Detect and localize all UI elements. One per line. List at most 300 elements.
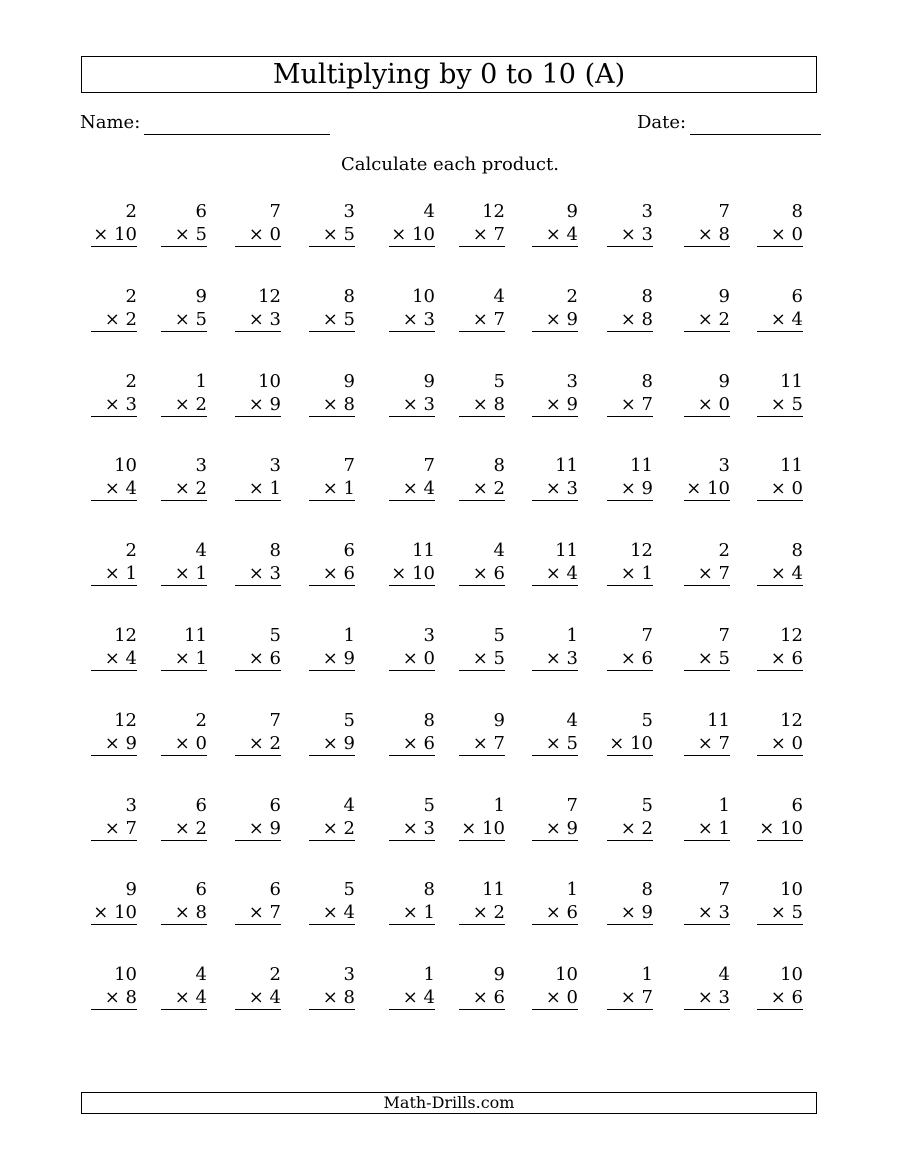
multiplicand: 8 [641,286,653,307]
multiplier: × 0 [684,393,730,417]
multiplicand: 11 [555,540,578,561]
problem [532,200,578,247]
multiplicand: 10 [114,964,137,985]
problem [532,878,578,925]
multiplier: × 9 [532,393,578,417]
multiplicand: 10 [114,455,137,476]
problem [459,794,505,841]
multiplicand: 9 [493,710,505,731]
problem [684,539,730,586]
problem [757,454,803,501]
multiplicand: 8 [269,540,281,561]
multiplicand: 4 [566,710,578,731]
multiplicand: 5 [269,625,281,646]
multiplicand: 10 [780,964,803,985]
multiplier: × 10 [389,562,435,586]
problem [161,285,207,332]
multiplicand: 10 [780,879,803,900]
problem [309,539,355,586]
problem [459,624,505,671]
multiplier: × 10 [389,223,435,247]
problem [235,370,281,417]
multiplicand: 11 [555,455,578,476]
multiplier: × 8 [684,223,730,247]
multiplier: × 4 [532,562,578,586]
multiplier: × 9 [607,477,653,501]
multiplier: × 4 [235,986,281,1010]
multiplicand: 3 [423,625,435,646]
problem [161,709,207,756]
multiplicand: 6 [195,879,207,900]
multiplier: × 4 [389,986,435,1010]
multiplier: × 0 [757,223,803,247]
multiplicand: 3 [343,201,355,222]
multiplier: × 4 [757,562,803,586]
problem [684,878,730,925]
multiplicand: 6 [269,879,281,900]
problem [607,539,653,586]
multiplicand: 4 [493,540,505,561]
multiplier: × 0 [757,477,803,501]
multiplicand: 6 [343,540,355,561]
multiplier: × 10 [684,477,730,501]
problem [309,794,355,841]
multiplicand: 8 [641,371,653,392]
multiplier: × 5 [532,732,578,756]
multiplier: × 4 [757,308,803,332]
multiplier: × 3 [684,986,730,1010]
footer: Math-Drills.com [81,1092,817,1114]
multiplicand: 12 [258,286,281,307]
problem [389,794,435,841]
multiplier: × 2 [161,477,207,501]
problem [389,454,435,501]
multiplicand: 11 [780,455,803,476]
multiplier: × 5 [161,223,207,247]
problem [684,963,730,1010]
multiplicand: 1 [493,795,505,816]
problem [532,624,578,671]
name-field[interactable] [144,134,330,135]
problem [389,200,435,247]
problem [161,454,207,501]
problem [684,624,730,671]
multiplicand: 11 [184,625,207,646]
multiplicand: 7 [343,455,355,476]
problem [161,624,207,671]
multiplier: × 9 [532,817,578,841]
problem [532,285,578,332]
problem [161,878,207,925]
multiplicand: 9 [493,964,505,985]
multiplicand: 8 [423,710,435,731]
multiplier: × 7 [684,562,730,586]
problem [459,370,505,417]
problem [757,285,803,332]
problem [161,539,207,586]
problem [389,624,435,671]
multiplier: × 2 [459,477,505,501]
multiplicand: 9 [125,879,137,900]
problem [607,624,653,671]
multiplier: × 6 [459,986,505,1010]
multiplier: × 8 [309,393,355,417]
multiplier: × 8 [459,393,505,417]
multiplicand: 5 [641,795,653,816]
multiplicand: 5 [423,795,435,816]
problem [459,878,505,925]
multiplicand: 5 [493,625,505,646]
multiplier: × 3 [532,647,578,671]
multiplicand: 9 [423,371,435,392]
problem [161,794,207,841]
problem [309,454,355,501]
multiplier: × 9 [607,901,653,925]
multiplicand: 2 [125,286,137,307]
problem [389,878,435,925]
problem [607,794,653,841]
problem [161,963,207,1010]
multiplier: × 10 [757,817,803,841]
problem [235,539,281,586]
multiplier: × 5 [309,308,355,332]
multiplier: × 8 [91,986,137,1010]
problem [309,200,355,247]
multiplicand: 8 [423,879,435,900]
multiplier: × 7 [607,393,653,417]
multiplicand: 7 [269,201,281,222]
problem [309,285,355,332]
problem [757,624,803,671]
problem [532,709,578,756]
problem [757,878,803,925]
multiplicand: 2 [195,710,207,731]
multiplicand: 11 [412,540,435,561]
multiplicand: 8 [791,540,803,561]
multiplier: × 7 [459,732,505,756]
multiplicand: 12 [780,710,803,731]
multiplicand: 7 [423,455,435,476]
problem [309,370,355,417]
problem [757,709,803,756]
multiplier: × 1 [161,562,207,586]
multiplier: × 2 [235,732,281,756]
multiplier: × 3 [235,308,281,332]
problem [91,794,137,841]
multiplier: × 3 [389,308,435,332]
problem [684,709,730,756]
problem [459,200,505,247]
multiplier: × 4 [389,477,435,501]
multiplicand: 2 [125,371,137,392]
problem [91,963,137,1010]
multiplicand: 2 [718,540,730,561]
multiplicand: 11 [482,879,505,900]
problem [607,878,653,925]
multiplier: × 4 [161,986,207,1010]
multiplier: × 6 [459,562,505,586]
problem [532,539,578,586]
multiplicand: 1 [718,795,730,816]
problem [757,200,803,247]
multiplier: × 5 [757,901,803,925]
multiplier: × 6 [757,647,803,671]
multiplicand: 10 [555,964,578,985]
multiplier: × 7 [235,901,281,925]
multiplicand: 7 [269,710,281,731]
problem [389,709,435,756]
multiplicand: 6 [791,286,803,307]
multiplier: × 1 [389,901,435,925]
problem [235,200,281,247]
problem [309,624,355,671]
problem [757,370,803,417]
worksheet-title: Multiplying by 0 to 10 (A) [81,56,817,93]
multiplier: × 1 [161,647,207,671]
problem [235,454,281,501]
multiplier: × 3 [532,477,578,501]
multiplier: × 5 [757,393,803,417]
problem [757,963,803,1010]
multiplicand: 7 [718,625,730,646]
multiplier: × 3 [684,901,730,925]
problem [389,963,435,1010]
multiplier: × 6 [235,647,281,671]
problem [235,624,281,671]
problem [91,624,137,671]
multiplicand: 6 [791,795,803,816]
multiplicand: 11 [630,455,653,476]
multiplicand: 1 [566,879,578,900]
problem [309,963,355,1010]
date-field[interactable] [690,134,821,135]
multiplicand: 1 [195,371,207,392]
multiplier: × 2 [684,308,730,332]
multiplicand: 3 [195,455,207,476]
multiplicand: 7 [641,625,653,646]
multiplicand: 9 [718,371,730,392]
problem [235,285,281,332]
multiplicand: 9 [566,201,578,222]
multiplier: × 9 [91,732,137,756]
multiplier: × 2 [161,393,207,417]
multiplier: × 3 [389,817,435,841]
problem [91,709,137,756]
problem [607,370,653,417]
problem [389,285,435,332]
multiplicand: 6 [195,201,207,222]
problem [684,454,730,501]
multiplier: × 9 [235,817,281,841]
problem [459,709,505,756]
problem [684,200,730,247]
problem [684,794,730,841]
multiplicand: 3 [641,201,653,222]
problem [91,878,137,925]
multiplicand: 2 [125,201,137,222]
multiplicand: 5 [343,710,355,731]
multiplicand: 12 [114,710,137,731]
multiplier: × 5 [161,308,207,332]
problem [607,285,653,332]
multiplicand: 9 [343,371,355,392]
problem [309,878,355,925]
multiplicand: 5 [343,879,355,900]
problem [532,370,578,417]
multiplier: × 9 [532,308,578,332]
problem [91,454,137,501]
multiplier: × 6 [389,732,435,756]
multiplier: × 10 [91,223,137,247]
multiplier: × 6 [607,647,653,671]
problem [757,539,803,586]
multiplicand: 8 [641,879,653,900]
multiplier: × 6 [532,901,578,925]
multiplier: × 0 [161,732,207,756]
multiplicand: 1 [641,964,653,985]
multiplier: × 3 [91,393,137,417]
multiplier: × 2 [607,817,653,841]
problem [161,200,207,247]
problem [459,285,505,332]
multiplicand: 8 [791,201,803,222]
multiplier: × 3 [235,562,281,586]
multiplier: × 0 [757,732,803,756]
multiplicand: 4 [423,201,435,222]
multiplier: × 0 [532,986,578,1010]
multiplier: × 7 [459,308,505,332]
problem [235,878,281,925]
multiplicand: 9 [195,286,207,307]
problem [389,539,435,586]
multiplicand: 1 [423,964,435,985]
multiplier: × 4 [91,647,137,671]
multiplicand: 6 [195,795,207,816]
multiplier: × 6 [757,986,803,1010]
multiplier: × 8 [607,308,653,332]
multiplicand: 8 [493,455,505,476]
multiplicand: 12 [482,201,505,222]
date-label: Date: [637,112,687,133]
name-label: Name: [80,112,141,133]
problem [309,709,355,756]
multiplier: × 1 [684,817,730,841]
multiplicand: 2 [566,286,578,307]
multiplier: × 7 [684,732,730,756]
multiplier: × 1 [607,562,653,586]
problem [459,539,505,586]
instructions: Calculate each product. [341,154,559,175]
multiplier: × 5 [309,223,355,247]
multiplicand: 4 [195,964,207,985]
problem [684,285,730,332]
multiplicand: 12 [630,540,653,561]
multiplier: × 3 [607,223,653,247]
multiplier: × 2 [459,901,505,925]
multiplicand: 1 [343,625,355,646]
problem [91,539,137,586]
multiplicand: 5 [493,371,505,392]
multiplicand: 2 [125,540,137,561]
multiplicand: 3 [269,455,281,476]
multiplier: × 1 [91,562,137,586]
multiplier: × 0 [389,647,435,671]
multiplier: × 4 [532,223,578,247]
multiplier: × 2 [91,308,137,332]
multiplier: × 7 [459,223,505,247]
multiplicand: 6 [269,795,281,816]
multiplicand: 10 [258,371,281,392]
multiplicand: 11 [780,371,803,392]
multiplicand: 9 [718,286,730,307]
multiplier: × 4 [309,901,355,925]
problem [684,370,730,417]
multiplier: × 9 [235,393,281,417]
problem [235,963,281,1010]
multiplier: × 2 [309,817,355,841]
multiplier: × 3 [389,393,435,417]
multiplicand: 4 [195,540,207,561]
problem [235,709,281,756]
multiplicand: 8 [343,286,355,307]
multiplier: × 8 [309,986,355,1010]
multiplicand: 12 [114,625,137,646]
multiplicand: 4 [343,795,355,816]
problem [607,200,653,247]
multiplier: × 7 [91,817,137,841]
problem [91,200,137,247]
problem [459,963,505,1010]
multiplier: × 0 [235,223,281,247]
multiplier: × 10 [91,901,137,925]
multiplicand: 7 [718,879,730,900]
multiplicand: 4 [718,964,730,985]
multiplier: × 8 [161,901,207,925]
multiplicand: 12 [780,625,803,646]
multiplier: × 1 [235,477,281,501]
multiplicand: 4 [493,286,505,307]
problem [161,370,207,417]
multiplicand: 1 [566,625,578,646]
problem [607,454,653,501]
multiplier: × 10 [459,817,505,841]
multiplicand: 3 [343,964,355,985]
multiplicand: 3 [566,371,578,392]
multiplier: × 5 [459,647,505,671]
multiplier: × 5 [684,647,730,671]
multiplier: × 2 [161,817,207,841]
multiplier: × 4 [91,477,137,501]
multiplier: × 6 [309,562,355,586]
problem [459,454,505,501]
problem [757,794,803,841]
problem [532,963,578,1010]
multiplier: × 1 [309,477,355,501]
multiplicand: 3 [125,795,137,816]
multiplicand: 2 [269,964,281,985]
problem [235,794,281,841]
problem [389,370,435,417]
problem [532,454,578,501]
multiplicand: 3 [718,455,730,476]
multiplier: × 9 [309,647,355,671]
multiplicand: 5 [641,710,653,731]
multiplicand: 10 [412,286,435,307]
problem [607,709,653,756]
multiplicand: 7 [718,201,730,222]
multiplier: × 10 [607,732,653,756]
multiplier: × 7 [607,986,653,1010]
